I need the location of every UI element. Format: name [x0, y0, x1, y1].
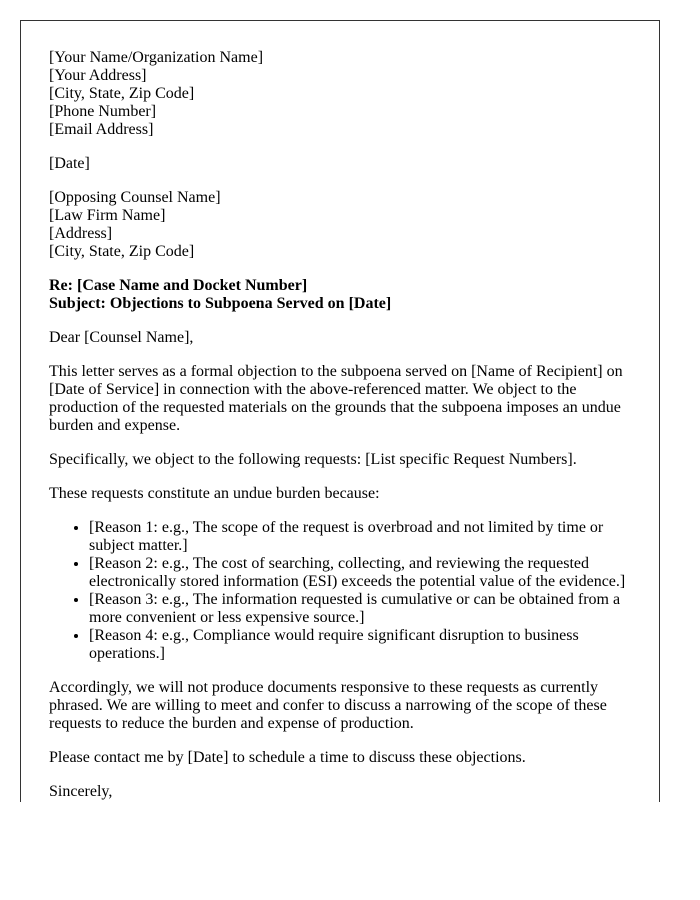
recipient-city-state-zip: [City, State, Zip Code] [49, 243, 195, 260]
closing: Sincerely, [49, 783, 113, 800]
recipient-firm: [Law Firm Name] [49, 207, 166, 224]
subject-line: Subject: Objections to Subpoena Served on [Date] [49, 295, 392, 312]
re-line: Re: [Case Name and Docket Number] [49, 277, 308, 294]
letter-content [49, 49, 639, 802]
reasons-intro: These requests constitute an undue burden because: [49, 485, 380, 502]
sender-email: [Email Address] [49, 121, 154, 138]
recipient-name: [Opposing Counsel Name] [49, 189, 221, 206]
recipient-block [49, 189, 639, 261]
reason-item: • [Reason 2: e.g., The cost of searching, collecting, and reviewing the requested electronically stored information (ESI) exceeds the potential value of the evidence.] [89, 555, 639, 591]
salutation: Dear [Counsel Name], [49, 329, 194, 346]
reason-item: • [Reason 3: e.g., The information requested is cumulative or can be obtained from a more convenient or less expensive source.] [89, 591, 639, 627]
conclusion-paragraph: Accordingly, we will not produce documents responsive to these requests as currently phrased. We are willing to meet and confer to discuss a narrowing of the scope of these requests to reduce the burden and expense of production. [49, 679, 607, 732]
reason-item: • [Reason 4: e.g., Compliance would require significant disruption to business operations.] [89, 627, 639, 663]
specific-requests-paragraph: Specifically, we object to the following requests: [List specific Request Numbers]. [49, 451, 577, 468]
sender-block [49, 49, 639, 139]
sender-city-state-zip: [City, State, Zip Code] [49, 85, 195, 102]
sender-name: [Your Name/Organization Name] [49, 49, 264, 66]
reference-block [49, 277, 639, 313]
reason-item: • [Reason 1: e.g., The scope of the request is overbroad and not limited by time or subject matter.] [89, 519, 639, 555]
sender-address: [Your Address] [49, 67, 147, 84]
date-block [49, 155, 639, 173]
recipient-address: [Address] [49, 225, 113, 242]
sender-phone: [Phone Number] [49, 103, 157, 120]
intro-paragraph: This letter serves as a formal objection to the subpoena served on [Name of Recipient] on [Date of Service] in connection with the above-referenced matter. We object to the production of the requested materials on the grounds that the subpoena imposes an undue burden and expense. [49, 363, 623, 434]
letter-page [20, 20, 660, 802]
contact-paragraph: Please contact me by [Date] to schedule a time to discuss these objections. [49, 749, 526, 766]
letter-date: [Date] [49, 155, 90, 172]
reasons-list [49, 519, 639, 663]
